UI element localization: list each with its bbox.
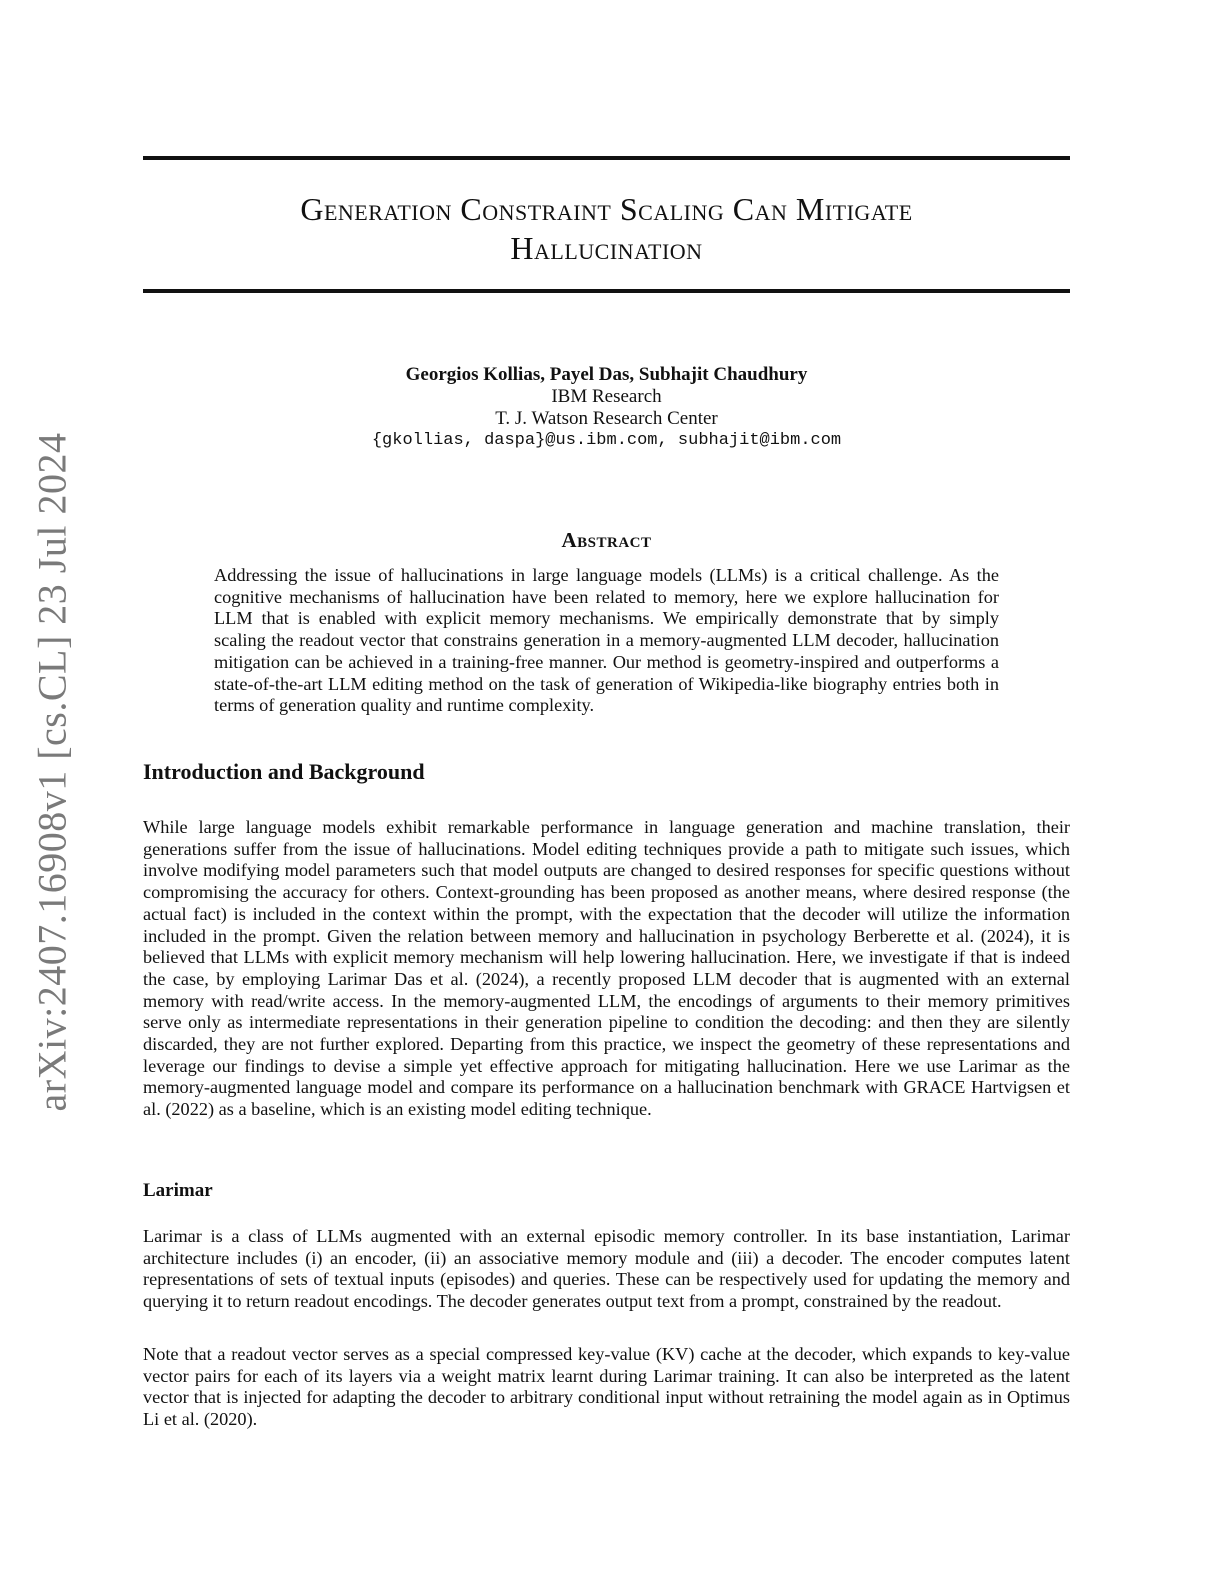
introduction-paragraph: While large language models exhibit remarkable performance in language generation and machine translation, their generations suffer from the issue of hallucinations. Model editing techniques provide a path to mitigate such issues, which involve modifying model parameters such that model outputs are changed to desired responses for specific questions without compromising the accuracy for others. Context-grounding has been proposed as another means, where desired response (the actual fact) is included in the context within the prompt, with the expectation that the decoder will utilize the information included in the prompt. Given the relation between memory and hallucination in psychology Berberette et al. (2024), it is believed that LLMs with explicit memory mechanism will help lowering hallucination. Here, we investigate if that is indeed the case, by employing Larimar Das et al. (2024), a recently proposed LLM decoder that is augmented with an external memory with read/write access. In the memory-augmented LLM, the encodings of arguments to their memory primitives serve only as intermediate representations in their generation pipeline to condition the decoding: and then they are silently discarded, they are not further explored. Departing from this practice, we inspect the geometry of these representations and leverage our findings to devise a simple yet effective approach for mitigating hallucination. Here we use Larimar as the memory-augmented language model and compare its performance on a hallucination benchmark with GRACE Hartvigsen et al. (2022) as a baseline, which is an existing model editing technique. [143,817,1070,1120]
larimar-paragraph-1: Larimar is a class of LLMs augmented with an external episodic memory controller. In its base instantiation, Larimar architecture includes (i) an encoder, (ii) an associative memory module and (iii) a decoder. The encoder computes latent representations of sets of textual inputs (episodes) and queries. These can be respectively used for updating the memory and querying it to return readout encodings. The decoder generates output text from a prompt, constrained by the readout. [143,1226,1070,1312]
title-bottom-rule [143,289,1070,293]
paper-title-line-1: Generation Constraint Scaling Can Mitigate [300,191,913,227]
paper-title-line-2: Hallucination [510,230,703,266]
larimar-paragraph-2: Note that a readout vector serves as a special compressed key-value (KV) cache at the decoder, which expands to key-value vector pairs for each of its layers via a weight matrix learnt during Larimar training. It can also be interpreted as the latent vector that is injected for adapting the decoder to arbitrary conditional input without retraining the model again as in Optimus Li et al. (2020). [143,1344,1070,1430]
abstract-heading: Abstract [561,528,652,552]
section-heading-introduction: Introduction and Background [143,759,425,784]
arxiv-identifier-stamp: arXiv:2407.16908v1 [cs.CL] 23 Jul 2024 [29,432,75,1112]
author-affiliation: IBM Research [551,386,662,407]
author-names: Georgios Kollias, Payel Das, Subhajit Chaudhury [405,364,808,385]
author-block [143,364,1070,452]
abstract-text: Addressing the issue of hallucinations in large language models (LLMs) is a critical challenge. As the cognitive mechanisms of hallucination have been related to memory, here we explore hallucination for LLM that is enabled with explicit memory mechanisms. We empirically demonstrate that by simply scaling the readout vector that constrains generation in a memory-augmented LLM decoder, hallucination mitigation can be achieved in a training-free manner. Our method is geometry-inspired and outperforms a state-of-the-art LLM editing method on the task of generation of Wikipedia-like biography entries both in terms of generation quality and runtime complexity. [214,565,999,716]
author-research-center: T. J. Watson Research Center [495,408,718,429]
paper-title [143,190,1070,268]
subsection-heading-larimar: Larimar [143,1180,213,1201]
title-top-rule [143,156,1070,160]
author-emails: {gkollias, daspa}@us.ibm.com, subhajit@ibm.com [371,431,842,450]
